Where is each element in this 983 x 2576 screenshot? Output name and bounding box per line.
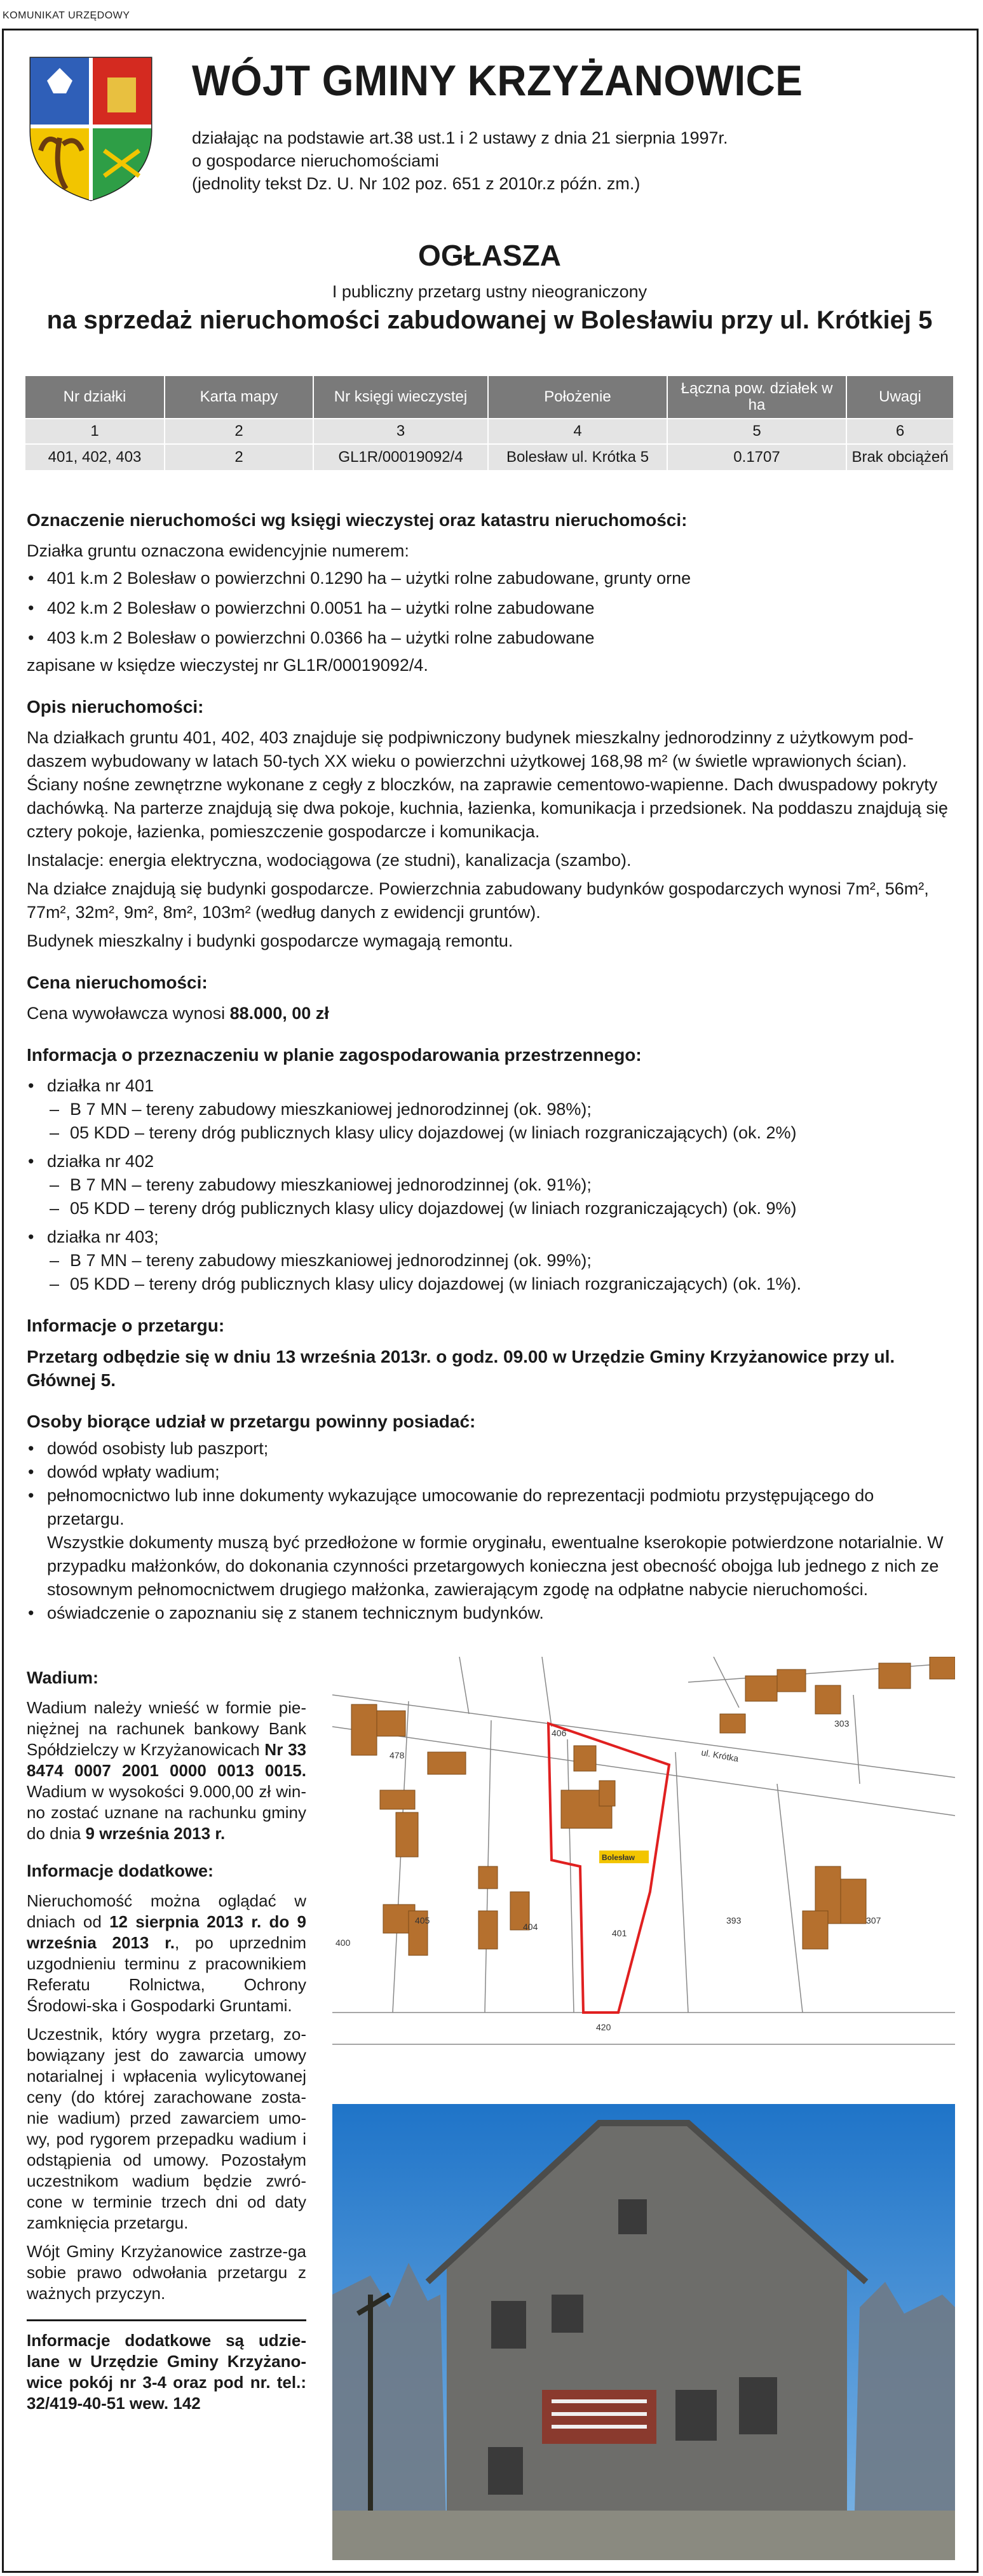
table-cell: 4 [488, 419, 667, 444]
description-renovation: Budynek mieszkalny i budynki gospodarcze wymagają remontu. [27, 931, 513, 950]
list-item: • 402 k.m 2 Bolesław o powierzchni 0.0051 ha – użytki rolne zabudowane [27, 597, 954, 620]
map-label: 478 [390, 1750, 405, 1760]
section-heading-designation: Oznaczenie nieruchomości wg księgi wieczystej oraz katastru nieruchomości: [27, 510, 688, 530]
auction-details: Przetarg odbędzie się w dniu 13 września 2013r. o godz. 09.00 w Urzędzie Gminy Krzyżanowice przy ul. Głównej 5. [27, 1347, 895, 1390]
table-row [25, 444, 954, 471]
table-cell: 2 [165, 444, 313, 471]
table-cell: 1 [25, 419, 165, 444]
price-label: Cena wywoławcza wynosi [27, 1004, 230, 1023]
table-cell: 5 [667, 419, 846, 444]
map-label: 420 [596, 2022, 611, 2032]
list-item: • pełnomocnictwo lub inne dokumenty wykazujące umocowanie do reprezentacji podmiotu przystępującego do przetargu. [27, 1484, 954, 1531]
deposit-account: Nr 33 8474 0007 2001 0000 0013 0015. [27, 1740, 306, 1780]
viewing-rest: , po uprzednim uzgodnieniu terminu z pracownikiem Referatu Rolnictwa, Ochrony Środowi-ska i Gospodarki Gruntami. [27, 1933, 306, 2015]
section-heading-additional: Informacje dodatkowe: [27, 1861, 214, 1880]
list-item: • dowód osobisty lub paszport; [27, 1437, 954, 1460]
section-heading-requirements: Osoby biorące udział w przetargu powinny posiadać: [27, 1412, 476, 1431]
description-line: Na działce znajdują się budynki gospodarcze. Powierzchnia zabudowany budynków gospodarczych wynosi 7m², 56m², [27, 879, 929, 898]
announcement-subtitle: I publiczny przetarg ustny nieograniczony [332, 282, 647, 301]
designation-footer: zapisane w księdze wieczystej nr GL1R/00019092/4. [27, 656, 428, 675]
table-cell: 3 [313, 419, 488, 444]
description-line: daszem wybudowany w latach 50-tych XX wieku o powierzchni użytkowej 168,98 m² (w świetle wprawionych ścian). [27, 752, 907, 771]
zoning-item: – B 7 MN – tereny zabudowy mieszkaniowej jednorodzinnej (ok. 98%); [27, 1098, 954, 1121]
description-line: dachówką. Na parterze znajdują się dwa pokoje, kuchnia, łazienka, komunikacja i przedsionek. Na poddaszu znajdują się [27, 799, 948, 818]
table-header-cell: Karta mapy [165, 375, 313, 419]
list-item: • oświadczenie o zapoznaniu się z stanem technicznym budynków. [27, 1602, 954, 1625]
table-header-cell: Położenie [488, 375, 667, 419]
announcement-main: na sprzedaż nieruchomości zabudowanej w Bolesławiu przy ul. Krótkiej 5 [46, 306, 933, 334]
list-item-continuation: Wszystkie dokumenty muszą być przedłożone w formie oryginału, ewentualne kserokopie potwierdzone notarialnie. W [47, 1533, 944, 1552]
section-heading-price: Cena nieruchomości: [27, 973, 208, 992]
section-heading-zoning: Informacja o przeznaczeniu w planie zagospodarowania przestrzennego: [27, 1045, 642, 1065]
description-line: Na działkach gruntu 401, 402, 403 znajduje się podpiwniczony budynek mieszkalny jednorodzinny z użytkowym pod- [27, 728, 914, 747]
map-label: 303 [834, 1718, 850, 1729]
table-header-cell: Łączna pow. działek w ha [667, 375, 846, 419]
cancellation-right: Wójt Gminy Krzyżanowice zastrze-ga sobie prawo odwołania przetargu z ważnych przyczyn. [27, 2242, 306, 2303]
legal-basis-line-1: działając na podstawie art.38 ust.1 i 2 ustawy z dnia 21 sierpnia 1997r. [192, 128, 728, 147]
table-cell: 0.1707 [667, 444, 846, 471]
map-label: 406 [552, 1728, 567, 1738]
body-sections [27, 508, 954, 1625]
table-cell: Bolesław ul. Krótka 5 [488, 444, 667, 471]
map-label: 400 [336, 1938, 351, 1948]
map-label: ul. Krótka [700, 1747, 740, 1764]
zoning-item: – 05 KDD – tereny dróg publicznych klasy ulicy dojazdowej (w liniach rozgraniczających) (ok. 1%). [27, 1272, 954, 1296]
contact-info: Informacje dodatkowe są udzie-lane w Urzędzie Gminy Krzyżano-wice pokój nr 3-4 oraz pod nr. tel.: 32/419-40-51 wew. 142 [27, 2331, 306, 2413]
deposit-intro: Wadium należy wnieść w formie pie-niężnej na rachunek bankowy Bank Spółdzielczy w Krzyżanowicach [27, 1698, 306, 1759]
list-item-continuation: przypadku małżonków, do dokonania czynności przetargowych konieczna jest obecność obojga lub jednego z nich ze [47, 1556, 939, 1575]
deposit-middle: Wadium w wysokości 9.000,00 zł win-no zostać uznane na rachunku gminy do dnia [27, 1782, 306, 1843]
table-cell: 401, 402, 403 [25, 444, 165, 471]
zoning-plot-label: • działka nr 401 [27, 1074, 954, 1098]
list-item-continuation: stosownym pełnomocnictwem drugiego małżonka, zawierającym zgodę na odpłatne nabycie nieruchomości. [47, 1580, 869, 1599]
description-line: cztery pokoje, łazienka, pomieszczenie gospodarcze i komunikacja. [27, 822, 540, 841]
deposit-deadline: 9 września 2013 r. [85, 1824, 226, 1843]
description-line: Ściany nośne zewnętrzne wykonane z cegły z bloczków, na zaprawie cementowo-wapienne. Dach dwuspadowy pokryty [27, 775, 938, 794]
divider [27, 2319, 306, 2321]
table-header-cell: Nr księgi wieczystej [313, 375, 488, 419]
map-label: 404 [523, 1922, 538, 1932]
map-label: 393 [726, 1915, 742, 1925]
zoning-item: – B 7 MN – tereny zabudowy mieszkaniowej jednorodzinnej (ok. 99%); [27, 1249, 954, 1272]
list-item: • 403 k.m 2 Bolesław o powierzchni 0.0366 ha – użytki rolne zabudowane [27, 626, 954, 650]
list-item: • dowód wpłaty wadium; [27, 1460, 954, 1484]
announcement-title: OGŁASZA [418, 239, 561, 272]
house-photo [332, 2104, 955, 2560]
table-row [25, 419, 954, 444]
price-value: 88.000, 00 zł [229, 1004, 329, 1023]
coat-of-arms-icon [28, 55, 154, 203]
designation-intro: Działka gruntu oznaczona ewidencyjnie numerem: [27, 541, 409, 560]
table-header-row [25, 375, 954, 419]
legal-basis-line-2: o gospodarce nieruchomościami [192, 151, 439, 170]
deposit-text [27, 1697, 306, 1844]
price-line [27, 1002, 954, 1025]
map-label: Bolesław [602, 1853, 635, 1862]
table-cell: Brak obciążeń [846, 444, 954, 471]
viewing-intro: Nieruchomość można oglądać w dniach od [27, 1891, 306, 1931]
map-label: 307 [866, 1915, 881, 1925]
list-item: • 401 k.m 2 Bolesław o powierzchni 0.1290 ha – użytki rolne zabudowane, grunty orne [27, 567, 954, 590]
description-line: 77m², 32m², 9m², 8m², 103m² (według danych z ewidencji gruntów). [27, 903, 541, 922]
property-table [24, 375, 954, 471]
viewing-text [27, 1891, 306, 2016]
viewing-dates: 12 sierpnia 2013 r. do 9 września 2013 r. [27, 1912, 307, 1952]
table-cell: 6 [846, 419, 954, 444]
section-heading-description: Opis nieruchomości: [27, 697, 204, 717]
legal-basis-line-3: (jednolity tekst Dz. U. Nr 102 poz. 651 z 2010r.z późn. zm.) [192, 174, 641, 193]
winner-obligations: Uczestnik, który wygra przetarg, zo-bowiązany jest do zawarcia umowy notarialnej i wpłacenia wylicytowanej ceny (do której zarachowane zosta-nie wadium) przed zawarciem umo-wy, pod rygorem przepadku wadium i odstąpienia od umowy. Pozostałym uczestnikom wadium będzie zwró-cone w terminie trzech dni od daty zamknięcia przetargu. [27, 2025, 306, 2232]
map-label: 405 [415, 1915, 430, 1925]
map-label: 401 [612, 1928, 627, 1938]
description-installations: Instalacje: energia elektryczna, wodociągowa (ze studni), kanalizacja (szambo). [27, 851, 632, 870]
table-cell: 2 [165, 419, 313, 444]
cadastral-map [332, 1657, 955, 2071]
page-title: WÓJT GMINY KRZYŻANOWICE [192, 57, 803, 105]
zoning-plot-label: • działka nr 402 [27, 1150, 954, 1173]
zoning-item: – 05 KDD – tereny dróg publicznych klasy ulicy dojazdowej (w liniach rozgraniczających) (ok. 9%) [27, 1197, 954, 1220]
table-cell: GL1R/00019092/4 [313, 444, 488, 471]
section-heading-auction: Informacje o przetargu: [27, 1316, 225, 1335]
table-header-cell: Uwagi [846, 375, 954, 419]
zoning-item: – B 7 MN – tereny zabudowy mieszkaniowej jednorodzinnej (ok. 91%); [27, 1173, 954, 1197]
zoning-plot-label: • działka nr 403; [27, 1225, 954, 1249]
header-label: KOMUNIKAT URZĘDOWY [3, 10, 130, 21]
section-heading-deposit: Wadium: [27, 1668, 98, 1687]
left-column [27, 1668, 306, 2423]
zoning-item: – 05 KDD – tereny dróg publicznych klasy ulicy dojazdowej (w liniach rozgraniczających) (ok. 2%) [27, 1121, 954, 1145]
table-header-cell: Nr działki [25, 375, 165, 419]
